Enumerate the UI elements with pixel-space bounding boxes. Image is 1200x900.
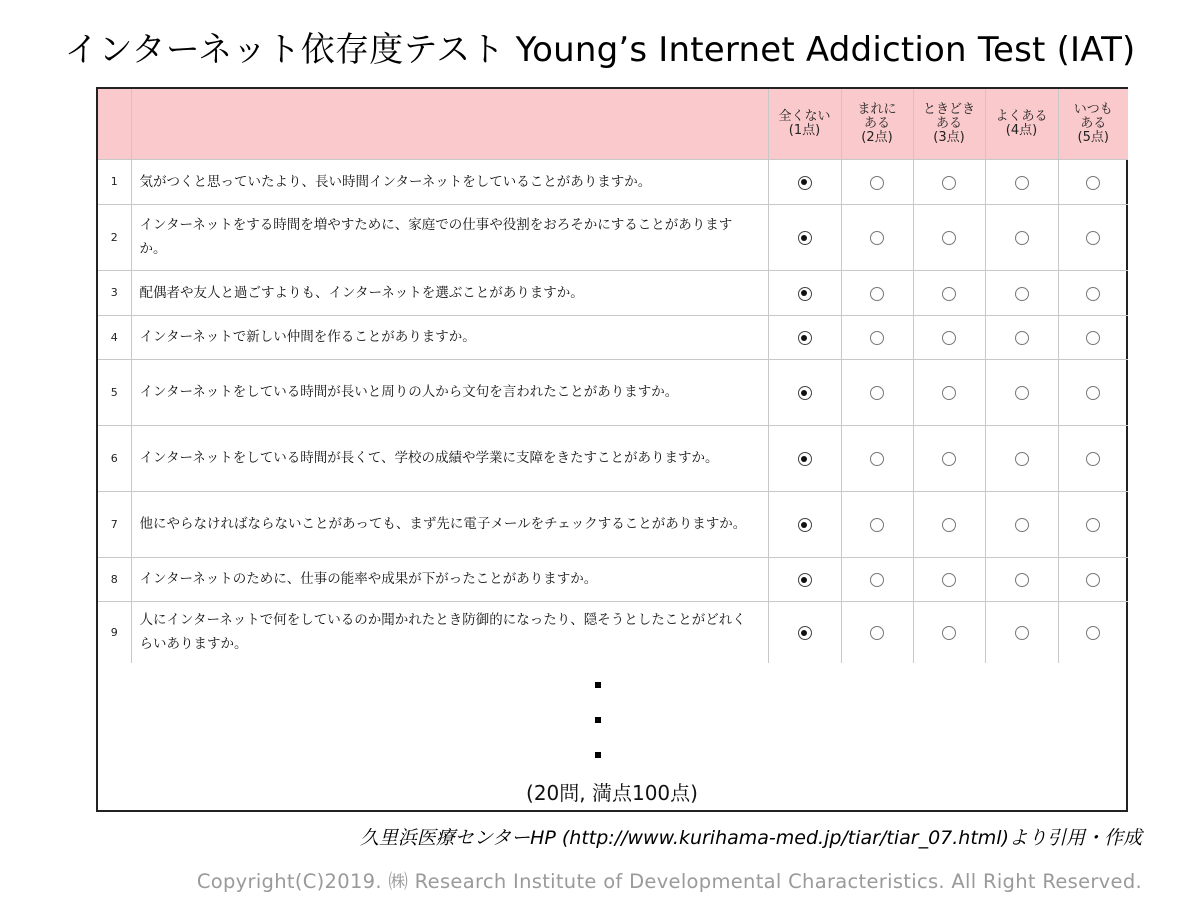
header-option-4: よくある (4点) bbox=[985, 89, 1058, 159]
question-number: 2 bbox=[98, 204, 131, 270]
header-option-2: まれに ある (2点) bbox=[841, 89, 913, 159]
radio-option-5[interactable] bbox=[1086, 386, 1100, 400]
radio-option-3[interactable] bbox=[942, 331, 956, 345]
question-row bbox=[98, 359, 1128, 425]
radio-option-5[interactable] bbox=[1086, 626, 1100, 640]
question-text: 気がつくと思っていたより、長い時間インターネットをしていることがありますか。 bbox=[131, 159, 768, 204]
radio-option-4[interactable] bbox=[1015, 386, 1029, 400]
radio-option-4[interactable] bbox=[1015, 573, 1029, 587]
question-row bbox=[98, 425, 1128, 491]
radio-option-3[interactable] bbox=[942, 386, 956, 400]
question-number: 3 bbox=[98, 270, 131, 315]
radio-option-2[interactable] bbox=[870, 573, 884, 587]
header-question bbox=[131, 89, 768, 159]
radio-option-2[interactable] bbox=[870, 518, 884, 532]
question-text: 配偶者や友人と過ごすよりも、インターネットを選ぶことがありますか。 bbox=[131, 270, 768, 315]
radio-option-1[interactable] bbox=[798, 287, 812, 301]
question-number: 1 bbox=[98, 159, 131, 204]
question-number: 7 bbox=[98, 491, 131, 557]
radio-option-3[interactable] bbox=[942, 518, 956, 532]
radio-option-5[interactable] bbox=[1086, 231, 1100, 245]
copyright-notice: Copyright(C)2019. ㈱ Research Institute of Developmental Characteristics. All Right Reserved. bbox=[196, 870, 1142, 893]
radio-option-4[interactable] bbox=[1015, 176, 1029, 190]
question-row bbox=[98, 159, 1128, 204]
radio-option-4[interactable] bbox=[1015, 231, 1029, 245]
radio-option-1[interactable] bbox=[798, 518, 812, 532]
radio-option-3[interactable] bbox=[942, 231, 956, 245]
radio-option-1[interactable] bbox=[798, 331, 812, 345]
radio-option-2[interactable] bbox=[870, 231, 884, 245]
radio-option-3[interactable] bbox=[942, 626, 956, 640]
radio-option-1[interactable] bbox=[798, 626, 812, 640]
source-citation: 久里浜医療センターHP (http://www.kurihama-med.jp/tiar/tiar_07.html)より引用・作成 bbox=[359, 827, 1142, 849]
radio-option-4[interactable] bbox=[1015, 331, 1029, 345]
survey-table bbox=[98, 89, 1128, 663]
radio-option-4[interactable] bbox=[1015, 452, 1029, 466]
radio-option-4[interactable] bbox=[1015, 626, 1029, 640]
ellipsis-dot-1 bbox=[595, 682, 601, 688]
question-number: 8 bbox=[98, 557, 131, 601]
question-row bbox=[98, 601, 1128, 663]
radio-option-2[interactable] bbox=[870, 626, 884, 640]
radio-option-1[interactable] bbox=[798, 452, 812, 466]
question-count-note: (20問, 満点100点) bbox=[526, 781, 698, 805]
header-option-1: 全くない (1点) bbox=[768, 89, 841, 159]
question-row bbox=[98, 270, 1128, 315]
header-number bbox=[98, 89, 131, 159]
question-number: 9 bbox=[98, 601, 131, 663]
radio-option-5[interactable] bbox=[1086, 331, 1100, 345]
question-text: インターネットのために、仕事の能率や成果が下がったことがありますか。 bbox=[131, 557, 768, 601]
radio-option-2[interactable] bbox=[870, 176, 884, 190]
radio-option-1[interactable] bbox=[798, 176, 812, 190]
question-text: インターネットをしている時間が長いと周りの人から文句を言われたことがありますか。 bbox=[131, 359, 768, 425]
radio-option-3[interactable] bbox=[942, 573, 956, 587]
radio-option-4[interactable] bbox=[1015, 287, 1029, 301]
radio-option-5[interactable] bbox=[1086, 287, 1100, 301]
question-row bbox=[98, 315, 1128, 359]
question-row bbox=[98, 204, 1128, 270]
ellipsis-dot-3 bbox=[595, 752, 601, 758]
question-number: 5 bbox=[98, 359, 131, 425]
radio-option-2[interactable] bbox=[870, 287, 884, 301]
question-row bbox=[98, 491, 1128, 557]
radio-option-2[interactable] bbox=[870, 331, 884, 345]
radio-option-5[interactable] bbox=[1086, 518, 1100, 532]
radio-option-5[interactable] bbox=[1086, 452, 1100, 466]
radio-option-3[interactable] bbox=[942, 287, 956, 301]
question-text: インターネットをする時間を増やすために、家庭での仕事や役割をおろそかにすることがありますか。 bbox=[131, 204, 768, 270]
question-text: 人にインターネットで何をしているのか聞かれたとき防御的になったり、隠そうとしたことがどれくらいありますか。 bbox=[131, 601, 768, 663]
header-option-3: ときどき ある (3点) bbox=[913, 89, 985, 159]
radio-option-4[interactable] bbox=[1015, 518, 1029, 532]
ellipsis-dot-2 bbox=[595, 717, 601, 723]
radio-option-5[interactable] bbox=[1086, 176, 1100, 190]
radio-option-3[interactable] bbox=[942, 452, 956, 466]
radio-option-5[interactable] bbox=[1086, 573, 1100, 587]
radio-option-2[interactable] bbox=[870, 386, 884, 400]
question-number: 6 bbox=[98, 425, 131, 491]
question-number: 4 bbox=[98, 315, 131, 359]
radio-option-2[interactable] bbox=[870, 452, 884, 466]
question-row bbox=[98, 557, 1128, 601]
survey-frame bbox=[96, 87, 1128, 812]
header-option-5: いつも ある (5点) bbox=[1058, 89, 1128, 159]
question-text: インターネットで新しい仲間を作ることがありますか。 bbox=[131, 315, 768, 359]
radio-option-1[interactable] bbox=[798, 386, 812, 400]
question-text: 他にやらなければならないことがあっても、まず先に電子メールをチェックすることがありますか。 bbox=[131, 491, 768, 557]
radio-option-3[interactable] bbox=[942, 176, 956, 190]
radio-option-1[interactable] bbox=[798, 573, 812, 587]
page-title: インターネット依存度テスト Young’s Internet Addiction Test (IAT) bbox=[64, 30, 1136, 70]
header-row bbox=[98, 89, 1128, 159]
radio-option-1[interactable] bbox=[798, 231, 812, 245]
question-text: インターネットをしている時間が長くて、学校の成績や学業に支障をきたすことがありますか。 bbox=[131, 425, 768, 491]
